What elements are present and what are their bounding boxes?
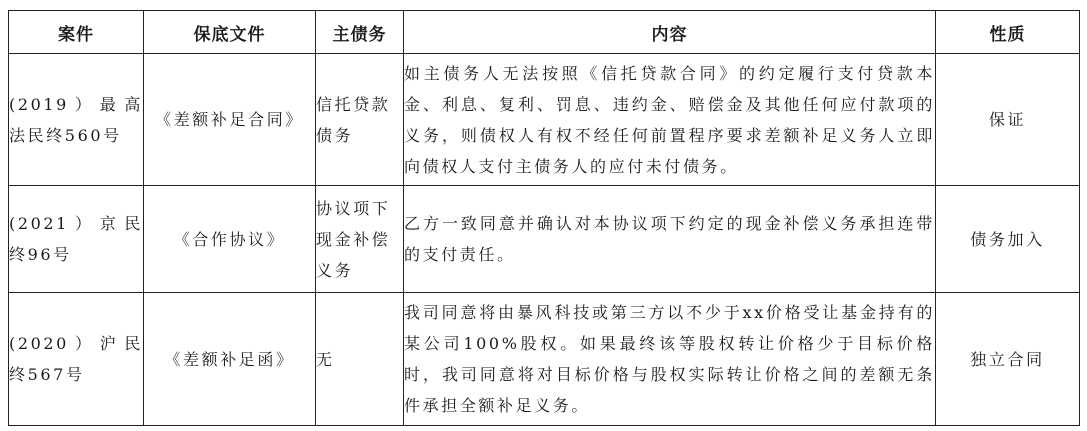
cell-debt: 信托贷款债务 xyxy=(316,54,404,186)
header-doc: 保底文件 xyxy=(144,11,316,54)
document-page xyxy=(8,10,1079,426)
cell-nature: 独立合同 xyxy=(936,293,1080,426)
header-case: 案件 xyxy=(9,11,144,54)
cell-doc: 《合作协议》 xyxy=(144,186,316,293)
cell-content: 乙方一致同意并确认对本协议项下约定的现金补偿义务承担连带的支付责任。 xyxy=(404,186,936,293)
cell-case: (2020）沪民终567号 xyxy=(9,293,144,426)
cell-doc: 《差额补足函》 xyxy=(144,293,316,426)
header-content: 内容 xyxy=(404,11,936,54)
header-debt: 主债务 xyxy=(316,11,404,54)
cell-nature: 保证 xyxy=(936,54,1080,186)
cell-content: 我司同意将由暴风科技或第三方以不少于xx价格受让基金持有的某公司100%股权。如果最终该等股权转让价格少于目标价格时，我司同意将对目标价格与股权实际转让价格之间的差额无条件承担全额补足义务。 xyxy=(404,293,936,426)
case-comparison-table xyxy=(8,10,1080,426)
cell-case: (2021）京民终96号 xyxy=(9,186,144,293)
cell-content: 如主债务人无法按照《信托贷款合同》的约定履行支付贷款本金、利息、复利、罚息、违约金、赔偿金及其他任何应付款项的义务，则债权人有权不经任何前置程序要求差额补足义务人立即向债权人支付主债务人的应付未付债务。 xyxy=(404,54,936,186)
table-row xyxy=(9,293,1080,426)
cell-doc: 《差额补足合同》 xyxy=(144,54,316,186)
table-header-row xyxy=(9,11,1080,54)
cell-debt: 无 xyxy=(316,293,404,426)
cell-nature: 债务加入 xyxy=(936,186,1080,293)
table-row xyxy=(9,186,1080,293)
cell-debt: 协议项下现金补偿义务 xyxy=(316,186,404,293)
header-nature: 性质 xyxy=(936,11,1080,54)
cell-case: (2019）最高法民终560号 xyxy=(9,54,144,186)
table-row xyxy=(9,54,1080,186)
